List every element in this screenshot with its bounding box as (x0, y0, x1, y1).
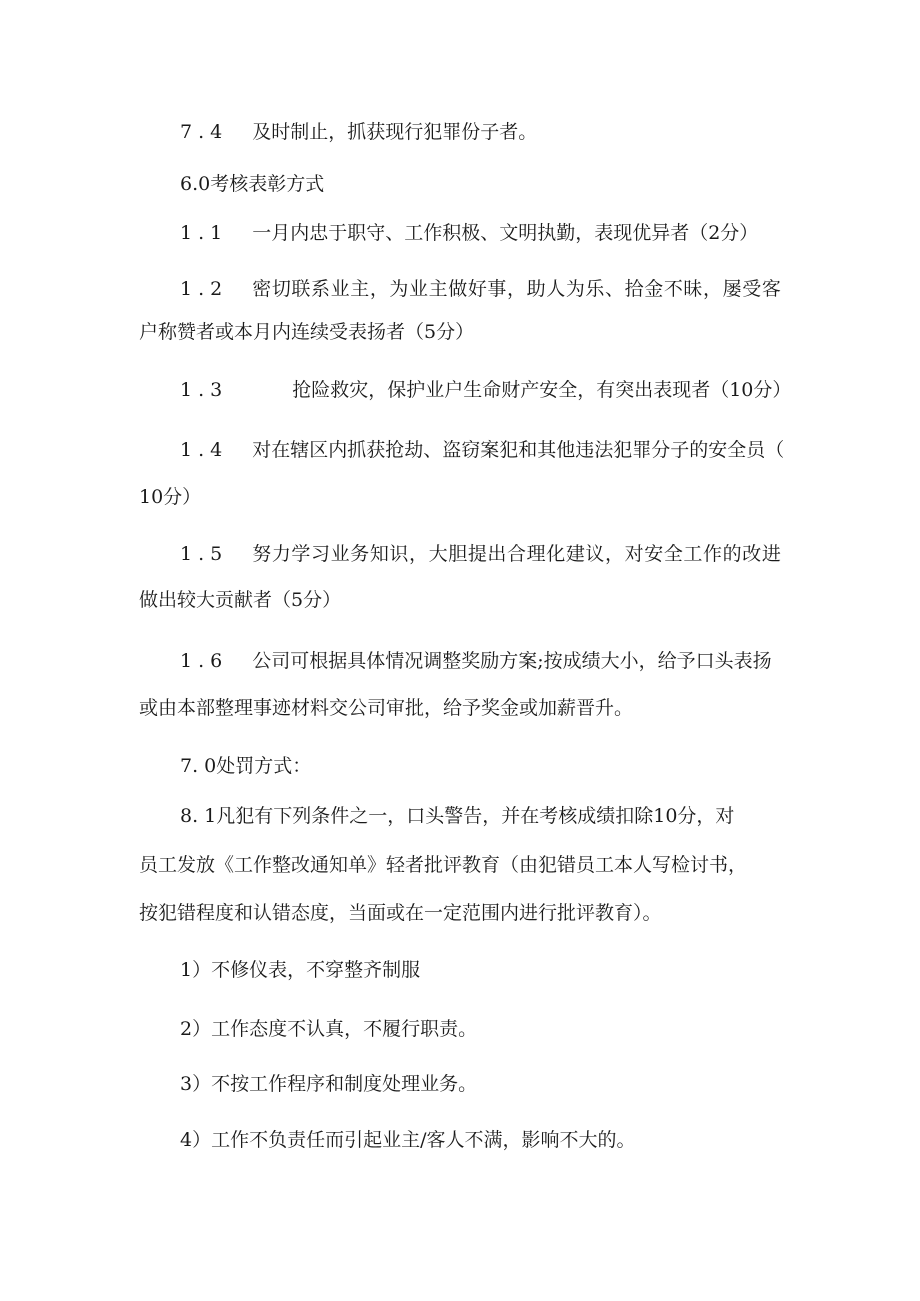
clause-1-3 (180, 377, 791, 403)
clause-1-6 (180, 648, 772, 674)
section-heading-rewards: 6.0考核表彰方式 (180, 173, 325, 195)
clause-1-4-continued: 10分） (139, 486, 202, 508)
clause-1-2 (180, 276, 781, 302)
clause-8-1-line2: 员工发放《工作整改通知单》轻者批评教育（由犯错员工本人写检讨书， (139, 854, 748, 876)
clause-1-1 (180, 220, 758, 246)
clause-number: 7.4 (180, 121, 229, 143)
clause-8-1: 8. 1凡犯有下列条件之一，口头警告，并在考核成绩扣除10分，对 (180, 805, 735, 827)
clause-number: 1.4 (180, 439, 229, 461)
list-item-3: 3）不按工作程序和制度处理业务。 (180, 1073, 478, 1095)
clause-number: 1.3 (180, 379, 229, 401)
list-item-2: 2）工作态度不认真，不履行职责。 (180, 1018, 478, 1040)
section-heading-penalties: 7. 0处罚方式： (180, 755, 312, 777)
clause-text: 密切联系业主，为业主做好事，助人为乐、拾金不昧，屡受客 (252, 278, 782, 300)
clause-1-6-continued: 或由本部整理事迹材料交公司审批，给予奖金或加薪晋升。 (139, 697, 634, 719)
list-item-1: 1）不修仪表，不穿整齐制服 (180, 959, 421, 981)
clause-text: 公司可根据具体情况调整奖励方案;按成绩大小，给予口头表扬 (252, 650, 772, 672)
clause-text: 努力学习业务知识，大胆提出合理化建议，对安全工作的改进 (252, 543, 782, 565)
clause-number: 1.6 (180, 650, 229, 672)
list-item-4: 4）工作不负责任而引起业主/客人不满，影响不大的。 (180, 1129, 636, 1151)
clause-number: 1.2 (180, 278, 229, 300)
clause-text: 一月内忠于职守、工作积极、文明执勤，表现优异者（2分） (252, 222, 759, 244)
clause-1-2-continued: 户称赞者或本月内连续受表扬者（5分） (139, 321, 475, 343)
clause-8-1-line3: 按犯错程度和认错态度，当面或在一定范围内进行批评教育）。 (139, 902, 662, 924)
clause-number: 1.5 (180, 543, 229, 565)
clause-text: 对在辖区内抓获抢劫、盗窃案犯和其他违法犯罪分子的安全员（ (252, 439, 785, 461)
clause-1-5-continued: 做出较大贡献者（5分） (139, 589, 342, 611)
clause-text: 及时制止，抓获现行犯罪份子者。 (252, 121, 538, 143)
clause-1-5 (180, 541, 781, 567)
clause-7-4 (180, 119, 537, 145)
clause-number: 1.1 (180, 222, 229, 244)
clause-1-4 (180, 437, 784, 463)
clause-text: 抢险救灾，保护业户生命财产安全，有突出表现者（10分） (292, 379, 792, 401)
